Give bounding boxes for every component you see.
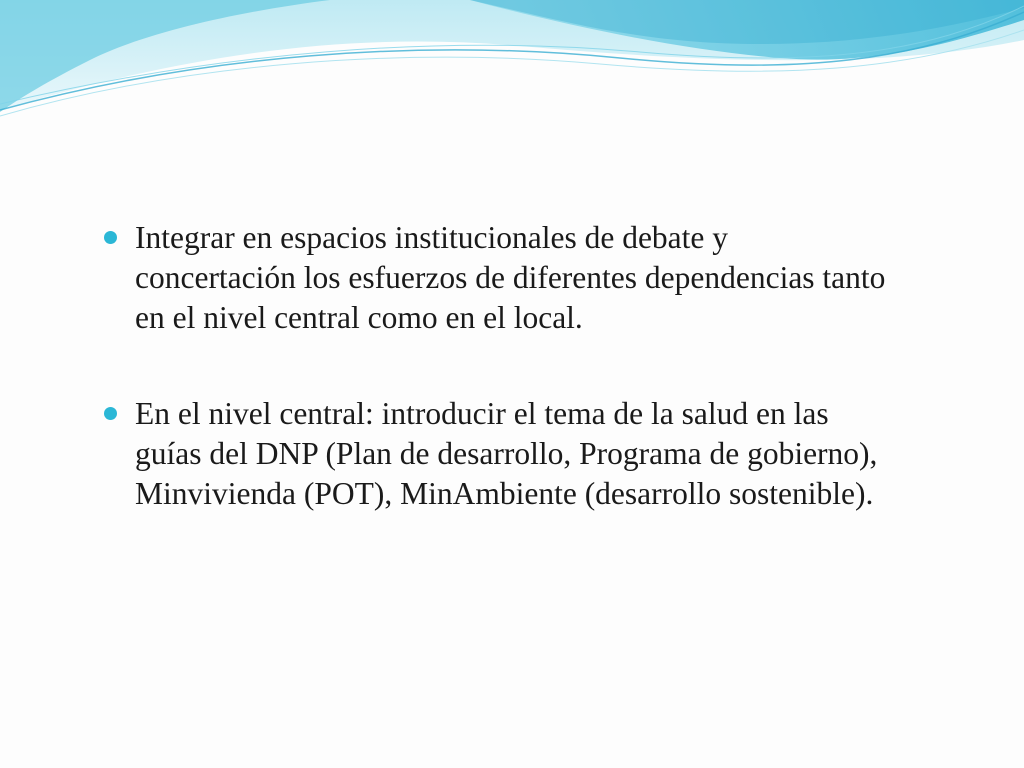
bullet-text: Integrar en espacios institucionales de debate y concertación los esfuerzos de diferentes dependencias tanto en el nivel central como en el local. bbox=[135, 220, 886, 335]
bullet-text: En el nivel central: introducir el tema de la salud en las guías del DNP (Plan de desarrollo, Programa de gobierno), Minvivienda (POT), MinAmbiente (desarrollo sostenible). bbox=[135, 396, 878, 511]
bullet-dot-icon bbox=[104, 407, 117, 420]
header-wave-decoration bbox=[0, 0, 1024, 130]
bullet-item bbox=[104, 218, 894, 338]
bullet-item bbox=[104, 394, 894, 514]
bullet-dot-icon bbox=[104, 231, 117, 244]
bullet-list bbox=[104, 218, 894, 570]
